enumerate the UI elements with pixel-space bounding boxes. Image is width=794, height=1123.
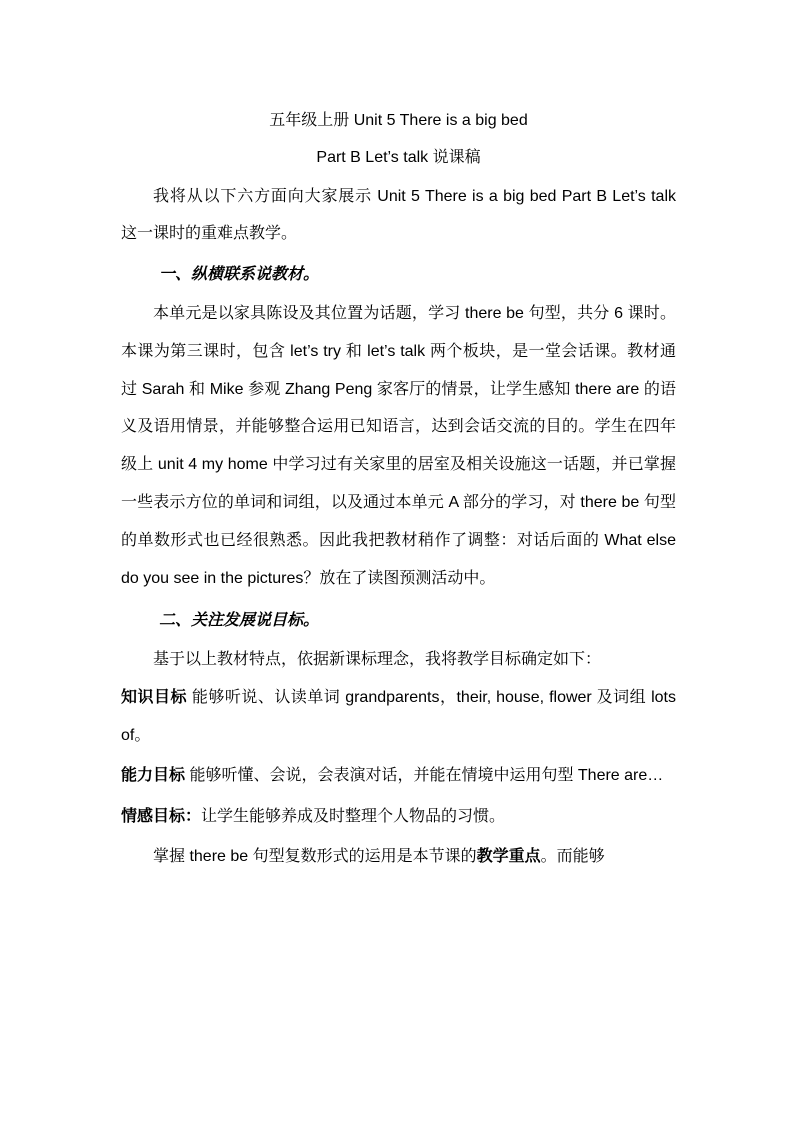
emotion-goal	[121, 797, 676, 837]
ability-goal-label: 能力目标	[121, 767, 186, 785]
emotion-goal-label: 情感目标：	[121, 808, 202, 826]
key-point-text-before: 掌握 there be 句型复数形式的运用是本节课的	[153, 848, 477, 866]
key-point-label: 教学重点	[476, 848, 541, 866]
knowledge-goal	[121, 679, 676, 755]
section-2-heading: 二、关注发展说目标。	[159, 612, 320, 630]
key-point-text-after: 。而能够	[540, 848, 605, 866]
title-line-2: Part B Let’s talk 说课稿	[316, 149, 481, 166]
ability-goal	[121, 755, 676, 797]
emotion-goal-text: 让学生能够养成及时整理个人物品的习惯。	[201, 808, 506, 826]
document-content	[121, 102, 676, 877]
title-line-1: 五年级上册 Unit 5 There is a big bed	[269, 112, 528, 129]
section-1-paragraph: 本单元是以家具陈设及其位置为话题，学习 there be 句型，共分 6 课时。本课为第三课时，包含 let’s try 和 let’s talk 两个板块，是一堂会话课。教材通过 Sarah 和 Mike 参观 Zhang Peng 家客厅的情景，让学生感知 there are 的语义及语用情景，并能够整合运用已知语言，达到会话交流的目的。学生在四年级上 unit 4 my home 中学习过有关家里的居室及相关设施这一话题，并已掌握一些表示方位的单词和词组，以及通过本单元 A 部分的学习，对 there be 句型的单数形式也已经很熟悉。因此我把教材稍作了调整：对话后面的 What else do you see in the pictures？放在了读图预测活动中。	[121, 305, 676, 587]
ability-goal-text: 能够听懂、会说，会表演对话，并能在情境中运用句型 There are…	[185, 767, 664, 785]
intro-paragraph: 我将从以下六方面向大家展示 Unit 5 There is a big bed Part B Let’s talk 这一课时的重难点教学。	[121, 188, 676, 242]
knowledge-goal-text: 能够听说、认读单词 grandparents，their, house, flower 及词组 lots of。	[121, 689, 676, 745]
key-point-paragraph	[121, 837, 676, 877]
section-2-intro: 基于以上教材特点，依据新课标理念，我将教学目标确定如下：	[153, 651, 602, 669]
section-1-heading: 一、纵横联系说教材。	[159, 266, 320, 283]
knowledge-goal-label: 知识目标	[121, 689, 187, 707]
